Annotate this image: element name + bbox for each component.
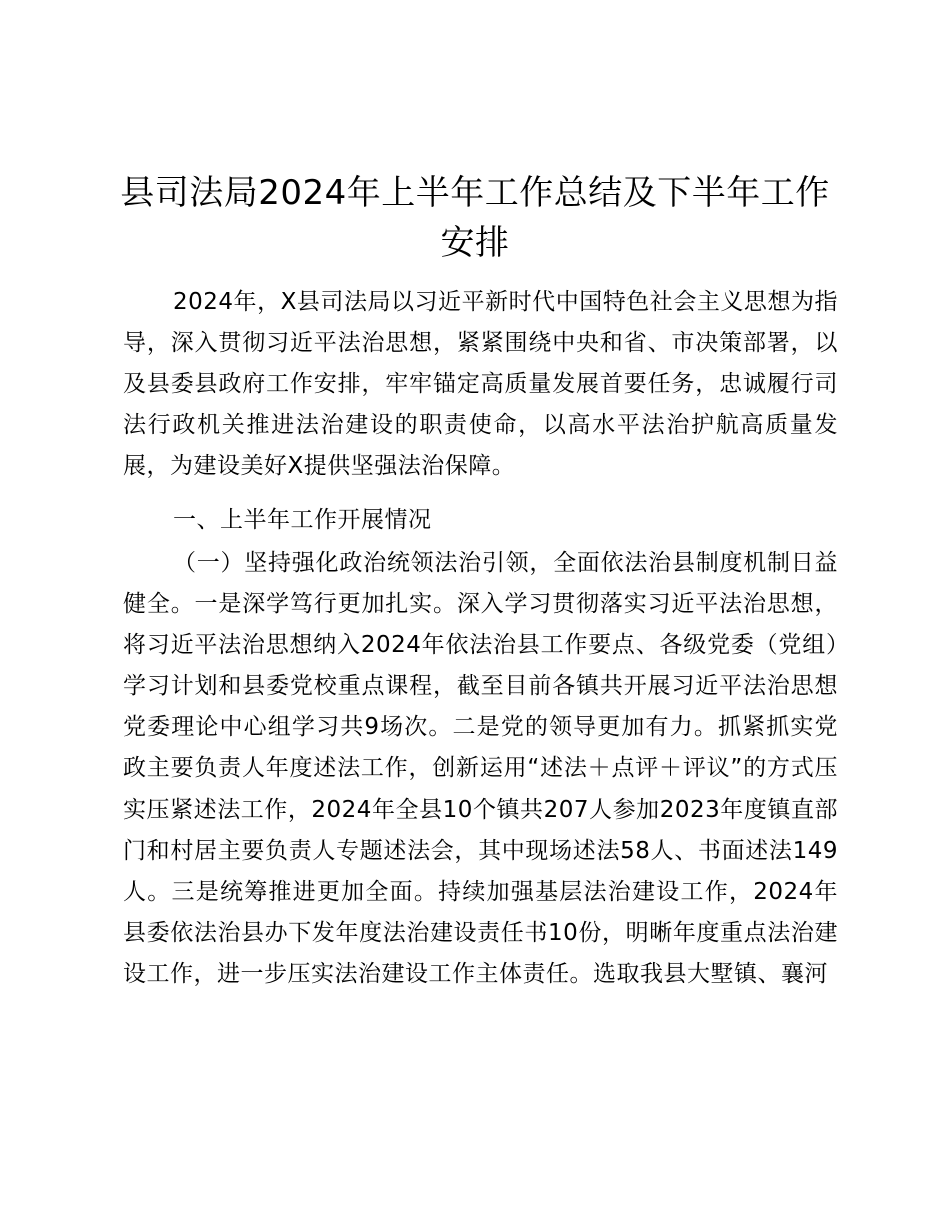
section-paragraph: （一）坚持强化政治统领法治引领，全面依法治县制度机制日益健全。一是深学笃行更加扎实。深入学习贯彻落实习近平法治思想，将习近平法治思想纳入2024年依法治县工作要点、各级党委（党组）学习计划和县委党校重点课程，截至目前各镇共开展习近平法治思想党委理论中心组学习共9场次。二是党的领导更加有力。抓紧抓实党政主要负责人年度述法工作，创新运用“述法＋点评＋评议”的方式压实压紧述法工作，2024年全县10个镇共207人参加2023年度镇直部门和村居主要负责人专题述法会，其中现场述法58人、书面述法149人。三是统筹推进更加全面。持续加强基层法治建设工作，2024年县委依法治县办下发年度法治建设责任书10份，明晰年度重点法治建设工作，进一步压实法治建设工作主体责任。选取我县大墅镇、襄河 [123, 550, 838, 987]
intro-paragraph: 2024年，X县司法局以习近平新时代中国特色社会主义思想为指导，深入贯彻习近平法治思想，紧紧围绕中央和省、市决策部署，以及县委县政府工作安排，牢牢锚定高质量发展首要任务，忠诚履行司法行政机关推进法治建设的职责使命，以高水平法治护航高质量发展，为建设美好X提供坚强法治保障。 [123, 289, 838, 480]
document-title: 县司法局2024年上半年工作总结及下半年工作安排 [120, 173, 830, 263]
section-heading: 一、上半年工作开展情况 [173, 507, 432, 533]
